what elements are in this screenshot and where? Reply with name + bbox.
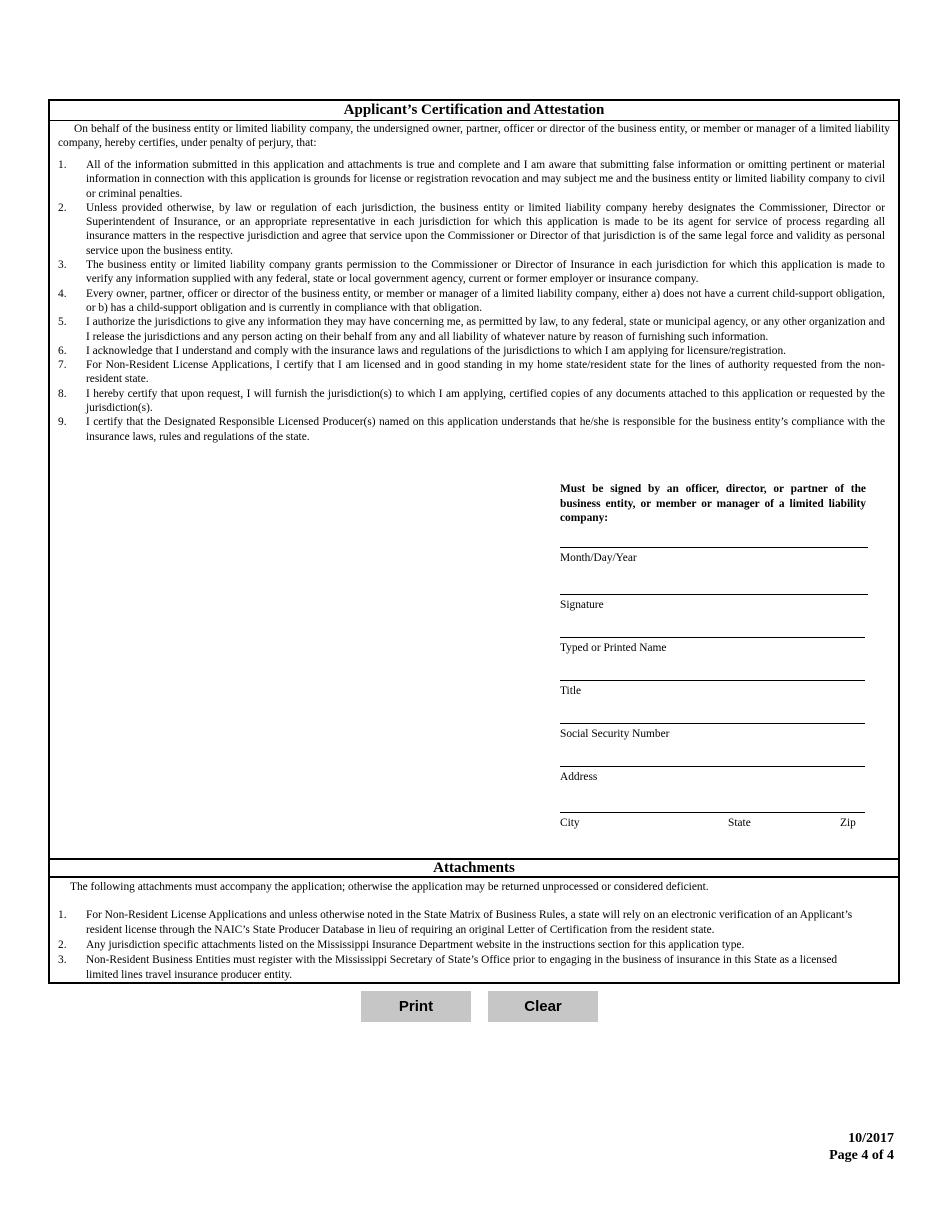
certification-intro: On behalf of the business entity or limited liability company, the undersigned owner, partner, officer or director of the business entity, or member or manager of a limited liability company, hereby certifies, under penalty of perjury, that: <box>58 123 890 149</box>
ssn-field[interactable] <box>560 723 868 741</box>
item-number: 2. <box>58 939 67 951</box>
item-text: Any jurisdiction specific attachments listed on the Mississippi Insurance Department website in the instructions section for this application type. <box>86 939 745 951</box>
certification-item <box>50 344 898 358</box>
item-text: I authorize the jurisdictions to give any information they may have concerning me, as permitted by law, to any federal, state or municipal agency, or any other organization and I release the jurisdictions and any person acting on their behalf from any and all liability of whatever nature by reason of furnishing such information. <box>86 316 885 343</box>
item-text: I certify that the Designated Responsible Licensed Producer(s) named on this application understands that he/she is responsible for the business entity’s compliance with the insurance laws, rules and regulations of the state. <box>86 416 885 443</box>
certification-item <box>50 158 898 201</box>
revision-date: 10/2017 <box>848 1131 894 1146</box>
certification-item <box>50 387 898 416</box>
signature-area <box>560 482 870 829</box>
printed-name-field[interactable] <box>560 637 868 655</box>
ssn-label: Social Security Number <box>560 728 670 740</box>
certification-item <box>50 358 898 387</box>
item-text: Every owner, partner, officer or director of the business entity, or member or manager of a limited liability company, either a) does not have a current child-support obligation, or b) has a child-support obligation and is currently in compliance with that obligation. <box>86 287 885 314</box>
city-state-zip-field[interactable] <box>560 812 868 832</box>
certification-item <box>50 258 898 287</box>
item-number: 3. <box>58 259 67 272</box>
address-field[interactable] <box>560 766 868 784</box>
date-field[interactable] <box>560 547 868 565</box>
item-number: 5. <box>58 316 67 329</box>
signature-instruction: Must be signed by an officer, director, or partner of the business entity, or member or manager of a limited liability company: <box>560 483 866 524</box>
item-text: Unless provided otherwise, by law or regulation of each jurisdiction, the business entity or limited liability company hereby designates the Commissioner, Director or Superintendent of Insurance, or an appropriate representative in each jurisdiction for which this application is made to be its agent for service of process regarding all insurance matters in the respective jurisdiction and agree that service upon the Commissioner or Director of that jurisdiction is of the same legal force and validity as personal service upon the business entity. <box>86 201 885 257</box>
attachments-list <box>50 908 898 983</box>
signature-line <box>560 594 868 595</box>
ssn-line <box>560 723 865 724</box>
certification-title: Applicant’s Certification and Attestation <box>50 101 898 121</box>
attachments-title: Attachments <box>50 858 898 878</box>
item-number: 9. <box>58 416 67 429</box>
state-label: State <box>728 817 751 829</box>
item-text: For Non-Resident License Applications, I certify that I am licensed and in good standing in my home state/resident state for the lines of authority requested from the non-resident state. <box>86 359 885 386</box>
item-text: I acknowledge that I understand and comply with the insurance laws and regulations of the jurisdictions to which I am applying for licensure/registration. <box>86 344 787 357</box>
attachment-item <box>50 953 898 983</box>
city-label: City <box>560 817 580 829</box>
clear-button[interactable]: Clear <box>488 991 598 1022</box>
item-text: I hereby certify that upon request, I will furnish the jurisdiction(s) to which I am applying, certified copies of any documents attached to this application or requested by the jurisdiction(s). <box>86 387 885 415</box>
address-label: Address <box>560 771 598 783</box>
application-form <box>48 99 900 984</box>
certification-item <box>50 201 898 258</box>
page-number: Page 4 of 4 <box>829 1148 894 1163</box>
print-button[interactable]: Print <box>361 991 471 1022</box>
signature-field[interactable] <box>560 594 868 612</box>
certification-list <box>50 158 898 444</box>
certification-item <box>50 415 898 444</box>
item-number: 7. <box>58 359 67 372</box>
signature-label: Signature <box>560 599 604 611</box>
city-state-zip-line <box>560 812 865 813</box>
item-number: 1. <box>58 909 67 921</box>
certification-item <box>50 287 898 316</box>
address-line <box>560 766 865 767</box>
zip-label: Zip <box>840 817 856 829</box>
item-text: Non-Resident Business Entities must register with the Mississippi Secretary of State’s Office prior to engaging in the business of insurance in this State as a licensed limited lines travel insurance producer entity. <box>86 954 838 981</box>
city-state-zip-labels <box>560 816 868 832</box>
printed-name-label: Typed or Printed Name <box>560 642 667 654</box>
attachment-item <box>50 908 898 938</box>
date-line <box>560 547 868 548</box>
item-text: The business entity or limited liability company grants permission to the Commissioner or Director of Insurance in each jurisdiction for which this application is made to verify any information supplied with any federal, state or local government agency, current or former employer or insurance company. <box>86 259 885 286</box>
item-number: 4. <box>58 287 67 300</box>
attachment-item <box>50 938 898 953</box>
item-number: 6. <box>58 344 67 357</box>
item-number: 3. <box>58 954 67 966</box>
date-label: Month/Day/Year <box>560 552 637 564</box>
title-label: Title <box>560 685 582 697</box>
item-number: 8. <box>58 387 67 400</box>
title-line <box>560 680 865 681</box>
item-text: For Non-Resident License Applications and unless otherwise noted in the State Matrix of Business Rules, a state will rely on an electronic verification of an Applicant’s resident license through the NAIC’s State Producer Database in lieu of requiring an original Letter of Certification from the resident state. <box>86 909 853 936</box>
item-text: All of the information submitted in this application and attachments is true and complete and I am aware that submitting false information or omitting pertinent or material information in connection with this application is grounds for license or registration revocation and may subject me and the business entity or limited liability company to civil or criminal penalties. <box>86 159 885 200</box>
item-number: 2. <box>58 201 67 214</box>
item-number: 1. <box>58 159 67 171</box>
page-footer <box>829 1130 894 1164</box>
certification-item <box>50 315 898 344</box>
printed-name-line <box>560 637 865 638</box>
title-field[interactable] <box>560 680 868 698</box>
attachments-intro: The following attachments must accompany the application; otherwise the application may be returned unprocessed or considered deficient. <box>70 881 709 893</box>
